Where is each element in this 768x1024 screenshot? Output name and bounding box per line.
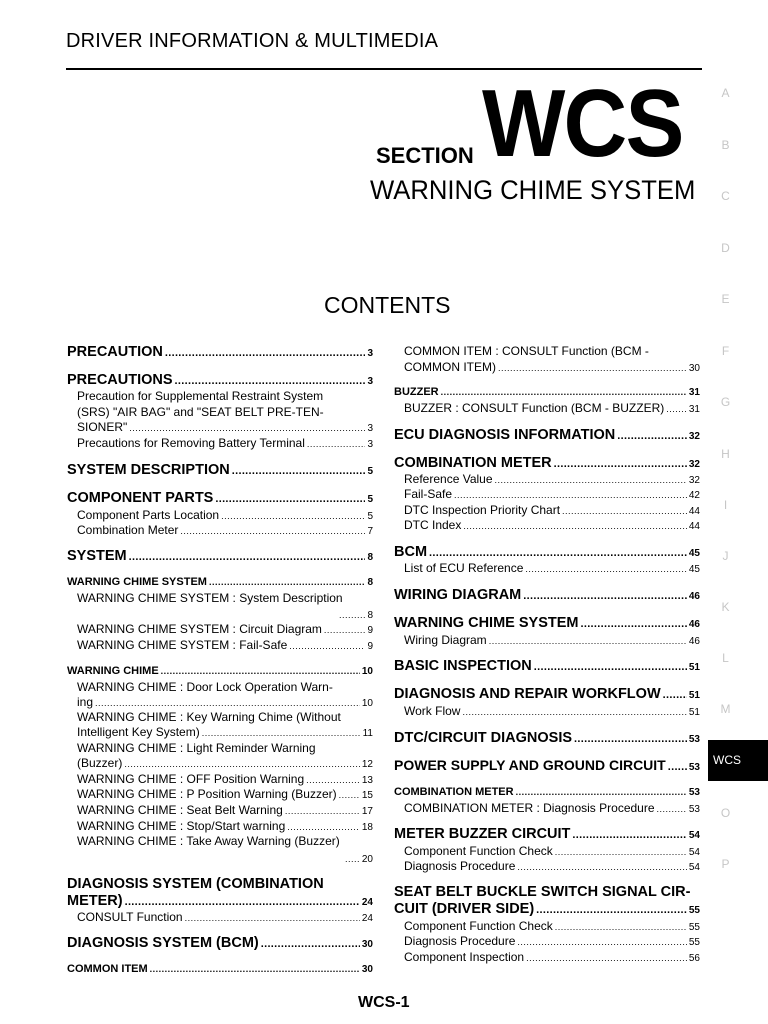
toc-leader [129,548,366,564]
page-number: WCS-1 [358,994,410,1011]
toc-entry[interactable] [67,420,373,434]
toc-entry-page: 5 [367,511,373,522]
toc-leader [95,695,360,709]
toc-entry[interactable] [394,786,700,798]
toc-entry[interactable] [394,503,700,517]
toc-leader [339,787,360,801]
toc-entry[interactable] [394,544,700,560]
toc-entry-page: 44 [688,506,700,517]
toc-leader [175,372,366,388]
toc-entry-page: 32 [688,475,700,486]
toc-leader [232,462,366,478]
toc-leader [495,472,687,486]
tab-i[interactable]: I [723,498,728,512]
toc-entry-title: (Buzzer) [77,756,123,770]
toc-leader [124,756,360,770]
toc-entry-page: 3 [367,423,373,434]
toc-leader [185,910,360,924]
toc-leader [580,615,686,631]
toc-leader [554,455,687,471]
toc-entry-title: Component Function Check [404,844,553,858]
toc-entry[interactable] [67,665,373,677]
toc-entry-title: Fail-Safe [404,487,453,501]
toc-entry[interactable] [394,360,700,374]
toc-entry-title: BUZZER : CONSULT Function (BCM - BUZZER) [404,401,665,415]
toc-entry-page: 30 [688,363,700,374]
toc-entry-page: 53 [688,787,700,798]
toc-entry[interactable] [67,756,373,770]
toc-entry-page: 3 [367,348,373,359]
toc-leader [572,826,686,842]
tab-g[interactable]: G [720,395,731,409]
toc-entry[interactable] [67,963,373,975]
toc-leader [289,638,365,652]
toc-entry-page: 3 [367,376,373,387]
toc-leader [202,725,361,739]
toc-entry[interactable] [67,576,373,588]
toc-entry-page: 15 [361,790,373,801]
toc-entry-page: 51 [688,662,700,673]
toc-entry-title: Wiring Diagram [404,633,487,647]
toc-entry-title: BCM [394,544,428,560]
toc-entry[interactable] [394,919,700,933]
toc-entry-line[interactable]: (SRS) "AIR BAG" and "SEAT BELT PRE-TEN- [77,405,324,419]
toc-entry-title: CONSULT Function [77,910,183,924]
toc-entry-page: 46 [688,636,700,647]
toc-entry-title: WARNING CHIME : OFF Position Warning [77,772,305,786]
toc-leader [574,730,687,746]
tab-k[interactable]: K [721,600,730,614]
toc-entry-title: SYSTEM DESCRIPTION [67,462,230,478]
toc-entry-title: DTC Index [404,518,462,532]
toc-entry-page: 51 [688,707,700,718]
toc-leader [125,893,360,909]
toc-entry-page: 30 [361,939,373,950]
toc-entry-title: WARNING CHIME [67,665,159,677]
toc-entry-title: Component Inspection [404,950,525,964]
toc-entry[interactable] [67,622,373,636]
toc-entry-page: 32 [688,459,700,470]
toc-entry-title: List of ECU Reference [404,561,524,575]
toc-entry-page: 9 [367,641,373,652]
toc-entry[interactable] [394,401,700,415]
toc-entry-page: 32 [688,431,700,442]
toc-entry-line[interactable]: Precaution for Supplemental Restraint System [77,389,324,403]
toc-leader [657,801,687,815]
toc-entry-line[interactable]: COMMON ITEM : CONSULT Function (BCM - [404,344,649,358]
toc-entry[interactable] [67,803,373,817]
toc-leader [345,851,360,865]
manual-header: DRIVER INFORMATION & MULTIMEDIA [66,30,439,52]
toc-entry-title: ECU DIAGNOSIS INFORMATION [394,427,616,443]
toc-leader [668,757,687,773]
toc-entry-page: 8 [367,577,373,588]
toc-entry-page: 53 [688,762,700,773]
toc-leader [161,665,360,677]
toc-leader [441,386,687,398]
toc-entry-page: 8 [367,552,373,563]
toc-entry-page: 55 [688,905,700,916]
toc-entry-title: Component Function Check [404,919,553,933]
toc-entry-title: DIAGNOSIS AND REPAIR WORKFLOW [394,686,661,702]
toc-entry-title: COMPONENT PARTS [67,490,214,506]
toc-entry[interactable] [394,801,700,815]
tab-wcs-active[interactable]: WCS [708,740,768,781]
toc-entry[interactable] [394,472,700,486]
toc-entry-title: WARNING CHIME : P Position Warning (Buzzer) [77,787,337,801]
toc-leader [429,544,687,560]
toc-entry-page: 18 [361,822,373,833]
toc-entry-page: 45 [688,548,700,559]
toc-leader [180,523,365,537]
toc-entry-page: 56 [688,953,700,964]
toc-entry-page: 30 [361,964,373,975]
toc-entry-page: 44 [688,521,700,532]
toc-entry[interactable] [394,587,700,603]
toc-entry-title: WARNING CHIME : Stop/Start warning [77,819,286,833]
tab-a[interactable]: A [721,86,730,100]
toc-entry[interactable] [337,607,373,621]
toc-leader [666,401,687,415]
toc-entry-title: WARNING CHIME SYSTEM : Fail-Safe [77,638,288,652]
toc-entry-page: 10 [361,698,373,709]
toc-entry-title: Intelligent Key System) [77,725,200,739]
toc-entry-title: Diagnosis Procedure [404,859,516,873]
toc-entry[interactable] [67,436,373,450]
section-label: SECTION [376,143,474,168]
toc-leader [306,772,360,786]
tab-p[interactable]: P [721,857,730,871]
toc-entry-page: 12 [361,759,373,770]
toc-entry-page: 42 [688,490,700,501]
tab-o[interactable]: O [720,806,731,820]
toc-entry-page: 10 [361,666,373,677]
section-name: WARNING CHIME SYSTEM [370,175,696,205]
toc-entry-page: 54 [688,862,700,873]
toc-entry[interactable] [394,826,700,842]
toc-entry-title: ing [77,695,94,709]
toc-entry[interactable] [394,901,700,917]
toc-entry-line[interactable]: WARNING CHIME : Light Reminder Warning [77,741,316,755]
tab-j[interactable]: J [722,549,729,563]
toc-leader [261,935,360,951]
toc-entry-page: 20 [361,854,373,865]
toc-entry[interactable] [67,725,373,739]
toc-entry-title: COMMON ITEM [67,963,148,975]
toc-entry[interactable] [67,893,373,909]
toc-entry-title: Component Parts Location [77,508,220,522]
toc-leader [287,819,360,833]
toc-entry[interactable] [67,462,373,478]
toc-entry-title: WARNING CHIME SYSTEM [67,576,207,588]
toc-leader [209,576,365,588]
toc-leader [462,704,686,718]
toc-leader [463,518,687,532]
toc-entry-page: 13 [361,775,373,786]
toc-leader [555,919,687,933]
toc-entry-page: 24 [361,897,373,908]
toc-leader [307,436,366,450]
toc-entry-title: WARNING CHIME SYSTEM [394,615,579,631]
toc-leader [516,786,687,798]
toc-entry-page: 45 [688,564,700,575]
toc-entry[interactable] [67,638,373,652]
toc-entry[interactable] [67,372,373,388]
toc-entry-page: 55 [688,937,700,948]
toc-entry-page: 54 [688,830,700,841]
toc-entry[interactable] [394,633,700,647]
toc-entry[interactable] [394,704,700,718]
toc-entry-title: Diagnosis Procedure [404,934,516,948]
toc-entry-title: Precautions for Removing Battery Terminal [77,436,305,450]
toc-leader [555,844,687,858]
toc-entry-title: CUIT (DRIVER SIDE) [394,901,535,917]
toc-entry-title: Reference Value [404,472,493,486]
toc-entry[interactable] [394,427,700,443]
toc-leader [221,508,365,522]
toc-entry[interactable] [394,934,700,948]
toc-leader [663,686,687,702]
toc-entry-page: 11 [362,728,373,739]
toc-entry[interactable] [67,548,373,564]
toc-entry[interactable] [394,730,700,746]
section-index-tabs [708,0,768,1024]
toc-entry-line[interactable]: SEAT BELT BUCKLE SWITCH SIGNAL CIR- [394,884,691,900]
toc-entry-title: POWER SUPPLY AND GROUND CIRCUIT [394,757,666,773]
toc-entry-page: 31 [688,387,700,398]
toc-leader [562,503,687,517]
toc-leader [215,490,365,506]
toc-entry-page: 5 [367,466,373,477]
toc-entry[interactable] [394,386,700,398]
toc-entry[interactable] [394,455,700,471]
toc-entry[interactable] [343,851,373,865]
section-code: WCS [482,70,683,177]
contents-title: CONTENTS [324,292,451,318]
toc-entry[interactable] [67,695,373,709]
toc-entry-title: WARNING CHIME : Seat Belt Warning [77,803,283,817]
toc-entry-title: METER BUZZER CIRCUIT [394,826,571,842]
toc-leader [525,561,686,575]
toc-entry[interactable] [394,561,700,575]
toc-leader [339,607,365,621]
toc-leader [324,622,366,636]
toc-entry-page: 3 [367,439,373,450]
toc-entry[interactable] [67,935,373,951]
toc-leader [129,420,365,434]
toc-entry-title: DTC/CIRCUIT DIAGNOSIS [394,730,573,746]
toc-entry[interactable] [67,508,373,522]
toc-entry-page: 5 [367,494,373,505]
toc-entry-page: 46 [688,591,700,602]
toc-entry[interactable] [394,615,700,631]
toc-entry-line[interactable]: DIAGNOSIS SYSTEM (COMBINATION [67,876,324,892]
toc-entry[interactable] [394,686,700,702]
toc-entry-page: 31 [688,404,700,415]
toc-entry-line[interactable]: WARNING CHIME : Door Lock Operation Warn- [77,680,333,694]
toc-entry[interactable] [67,490,373,506]
toc-entry[interactable] [67,523,373,537]
toc-entry[interactable] [67,910,373,924]
toc-entry-page: 53 [688,734,700,745]
toc-entry-title: DTC Inspection Priority Chart [404,503,561,517]
toc-entry-page: 8 [367,610,373,621]
toc-leader [454,487,687,501]
toc-entry-line[interactable]: WARNING CHIME SYSTEM : System Description [77,591,343,605]
toc-entry-title: PRECAUTION [67,344,163,360]
toc-entry[interactable] [394,844,700,858]
tab-d[interactable]: D [721,241,730,255]
toc-leader [498,360,687,374]
toc-entry[interactable] [67,772,373,786]
toc-leader [150,963,360,975]
toc-entry-title: WARNING CHIME SYSTEM : Circuit Diagram [77,622,322,636]
tab-b[interactable]: B [721,138,730,152]
toc-entry[interactable] [67,787,373,801]
toc-entry-page: 24 [361,913,373,924]
toc-entry-title: COMMON ITEM) [404,360,496,374]
toc-leader [526,950,687,964]
tab-h[interactable]: H [721,447,730,461]
toc-entry-line[interactable]: WARNING CHIME : Take Away Warning (Buzzer) [77,834,340,848]
toc-entry-page: 17 [361,806,373,817]
toc-entry-title: SYSTEM [67,548,127,564]
toc-entry-page: 7 [367,526,373,537]
toc-leader [165,344,366,360]
toc-entry-title: Work Flow [404,704,461,718]
toc-entry[interactable] [394,518,700,532]
tab-e[interactable]: E [721,292,730,306]
toc-entry[interactable] [394,757,700,773]
toc-leader [517,934,686,948]
tab-m[interactable]: M [720,702,731,716]
toc-leader [285,803,360,817]
toc-entry-line[interactable]: WARNING CHIME : Key Warning Chime (Without [77,710,341,724]
toc-leader [517,859,686,873]
toc-entry-page: 54 [688,847,700,858]
toc-entry[interactable] [394,658,700,674]
toc-leader [534,658,687,674]
toc-entry-title: WIRING DIAGRAM [394,587,522,603]
tab-f[interactable]: F [721,344,730,358]
toc-entry-page: 51 [688,690,700,701]
toc-leader [523,587,687,603]
toc-entry-title: Combination Meter [77,523,179,537]
toc-leader [536,901,687,917]
toc-entry[interactable] [394,950,700,964]
toc-entry-title: METER) [67,893,123,909]
toc-entry[interactable] [67,819,373,833]
toc-entry[interactable] [394,859,700,873]
toc-entry-page: 9 [367,625,373,636]
tab-l[interactable]: L [722,651,729,665]
toc-entry-page: 46 [688,619,700,630]
toc-leader [617,427,687,443]
toc-entry[interactable] [394,487,700,501]
tab-c[interactable]: C [721,189,730,203]
toc-entry-title: DIAGNOSIS SYSTEM (BCM) [67,935,259,951]
toc-entry-page: 53 [688,804,700,815]
toc-entry-title: COMBINATION METER [394,455,552,471]
toc-entry-title: BUZZER [394,386,439,398]
toc-entry[interactable] [67,344,373,360]
toc-entry-page: 55 [688,922,700,933]
toc-leader [489,633,687,647]
toc-entry-title: PRECAUTIONS [67,372,173,388]
toc-entry-title: COMBINATION METER : Diagnosis Procedure [404,801,655,815]
toc-entry-title: BASIC INSPECTION [394,658,532,674]
toc-entry-title: COMBINATION METER [394,786,514,798]
toc-entry-title: SIONER" [77,420,128,434]
